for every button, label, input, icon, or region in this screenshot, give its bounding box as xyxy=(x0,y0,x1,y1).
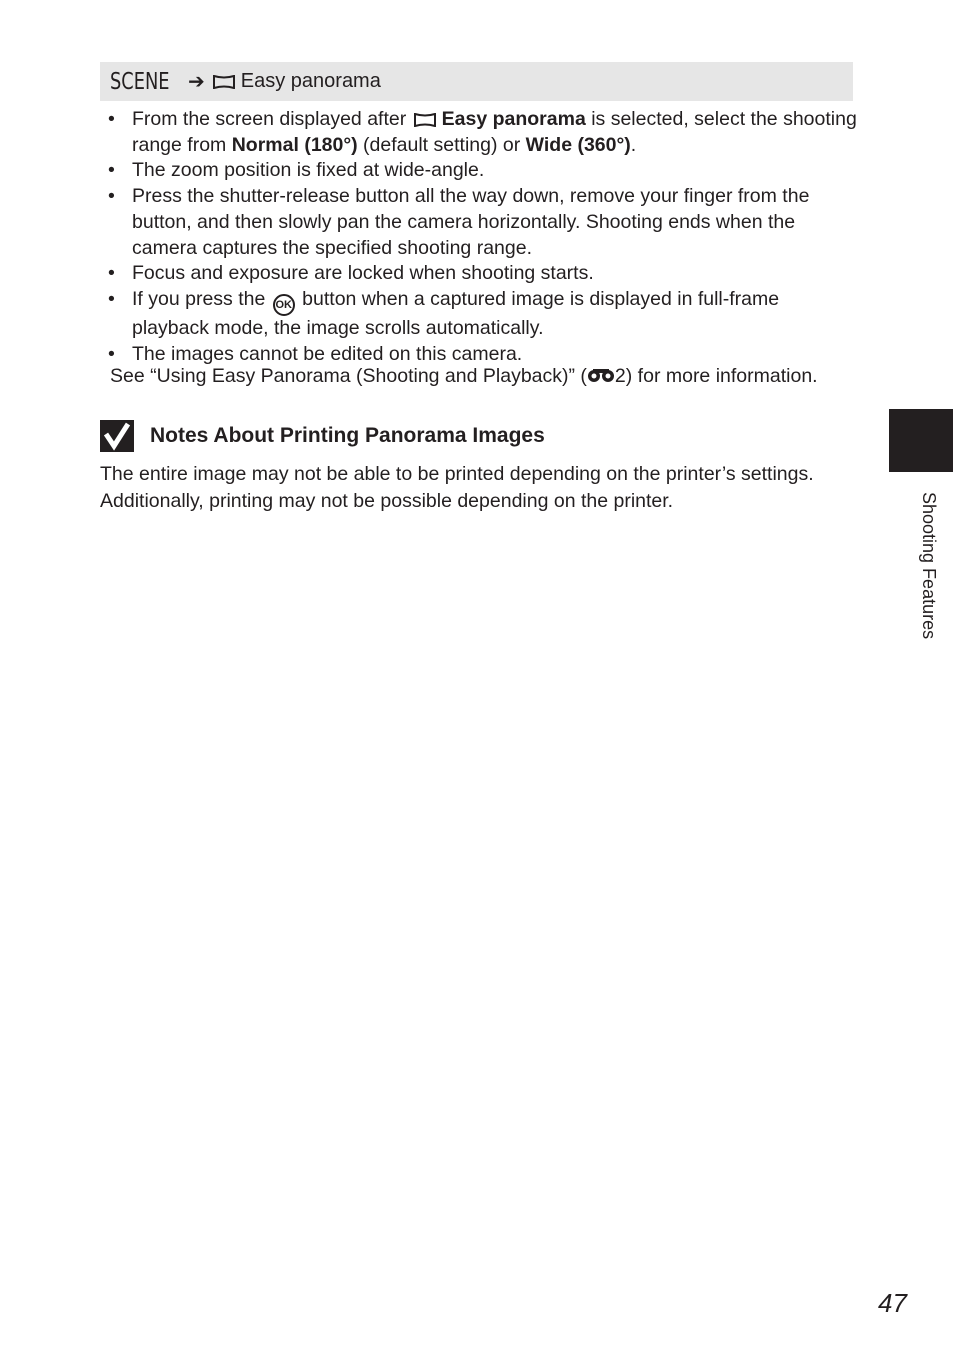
list-item: • The images cannot be edited on this camera. xyxy=(100,342,860,368)
bold-term: Easy panorama xyxy=(441,108,586,130)
see-more-part: See “Using Easy Panorama (Shooting and Playback)” ( xyxy=(110,365,587,387)
arrow-icon: ➔ xyxy=(188,71,205,93)
page-number: 47 xyxy=(878,1288,907,1318)
note-body: The entire image may not be able to be printed depending on the printer’s settings. Additionally, printing may not be possible depending on the printer. xyxy=(100,463,814,512)
list-item: • Press the shutter-release button all the way down, remove your finger from the button, and then slowly pan the camera horizontally. Shooting ends when the camera captures the specified shooting range. xyxy=(100,184,860,261)
list-item: • Focus and exposure are locked when shooting starts. xyxy=(100,261,860,287)
bullet-list xyxy=(100,107,860,367)
section-title: Easy panorama xyxy=(240,70,381,92)
check-icon xyxy=(100,420,134,452)
bold-term: Wide (360°) xyxy=(525,133,631,156)
panorama-icon xyxy=(414,113,436,127)
bullet-text: (default setting) or xyxy=(357,133,526,156)
bullet-text: If you press the xyxy=(132,287,271,310)
bullet-text: is selected, select the shooting range from xyxy=(132,108,857,156)
ok-button-icon: OK xyxy=(273,294,295,316)
bullet-text: From the screen displayed after xyxy=(132,108,412,130)
bullet-text: . xyxy=(630,133,637,156)
bullet-text: button when a captured image is displayed in full-frame playback mode, the image scrolls automatically. xyxy=(132,287,780,339)
chapter-tab xyxy=(889,409,953,472)
see-more-text xyxy=(110,364,818,390)
chapter-label: Shooting Features xyxy=(919,492,939,640)
bold-term: Normal (180°) xyxy=(231,133,358,156)
see-more-part: ) for more information. xyxy=(625,365,818,387)
scene-mode-label: SCENE xyxy=(110,68,170,95)
reference-page: 2 xyxy=(614,365,626,387)
note-heading xyxy=(100,420,545,452)
reference-section-icon xyxy=(587,367,615,383)
list-item xyxy=(100,287,860,342)
section-header xyxy=(100,62,853,101)
list-item xyxy=(100,107,860,158)
list-item: • The zoom position is fixed at wide-angle. xyxy=(100,158,860,184)
panorama-icon xyxy=(213,75,235,89)
note-title: Notes About Printing Panorama Images xyxy=(150,424,545,447)
